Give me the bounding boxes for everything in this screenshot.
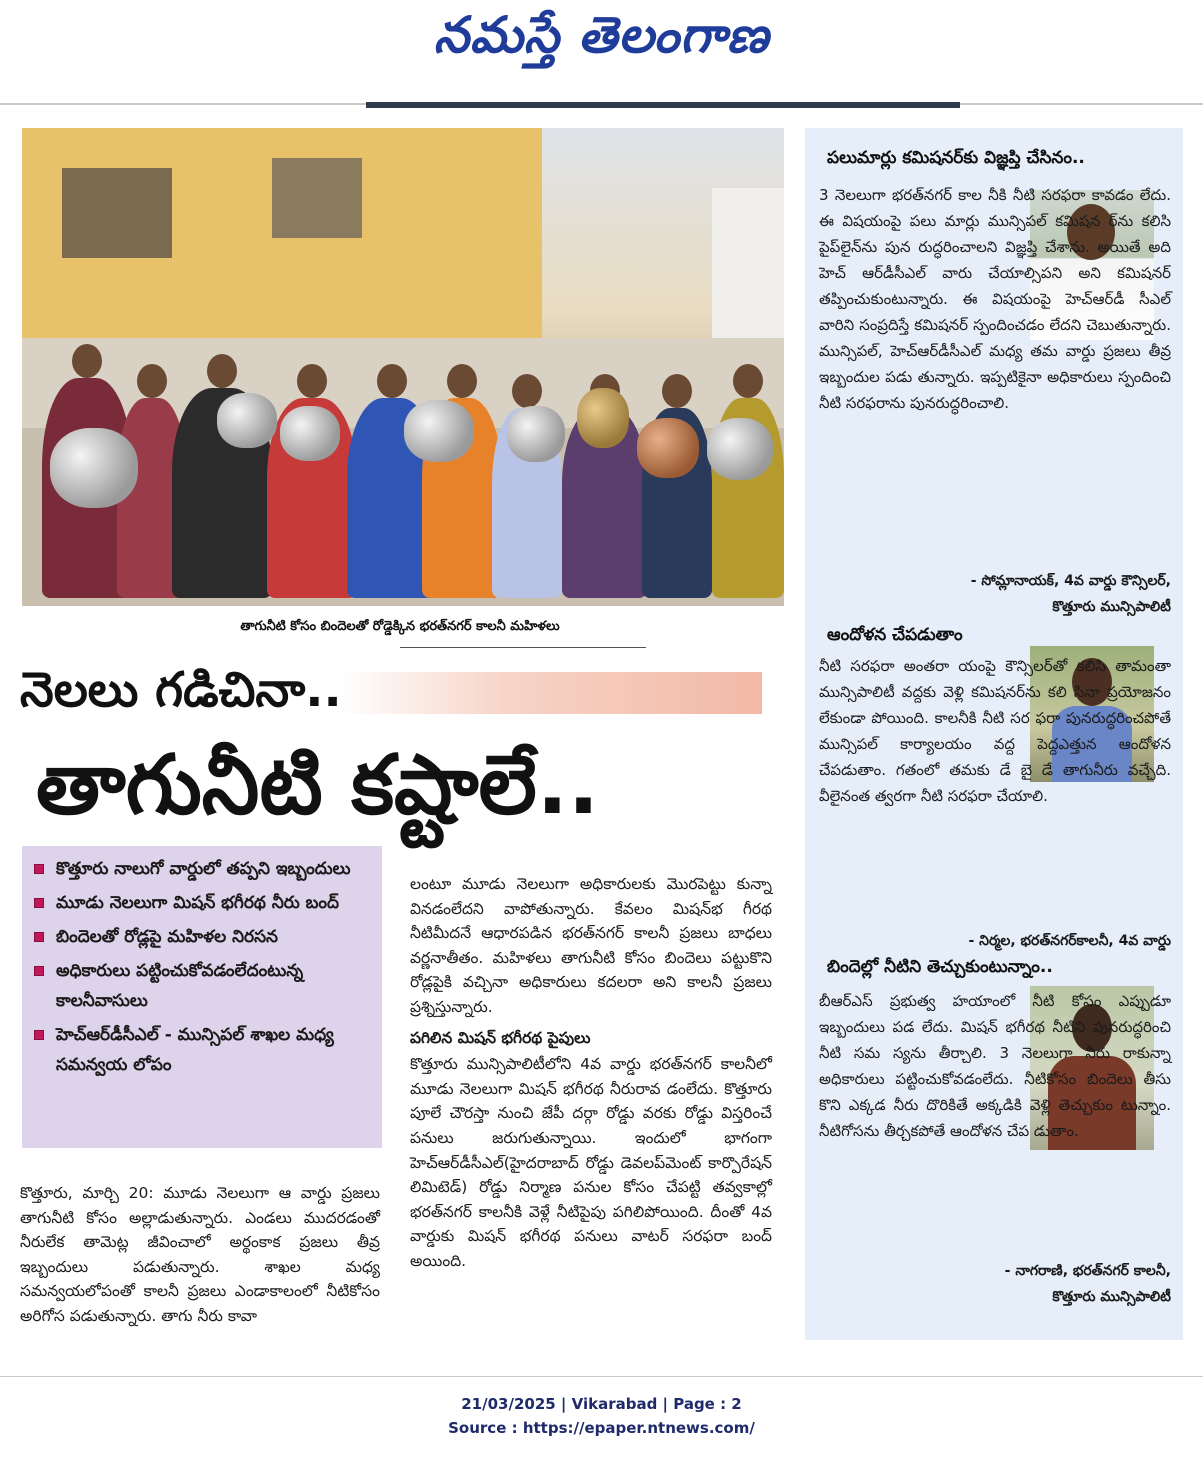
steel-pot [507, 406, 565, 462]
highlight-item: హెచ్ఆర్‌డీసీఎల్ - మున్సిపల్ శాఖల మధ్య సమన్వయ లోపం [32, 1020, 374, 1080]
highlight-item: మూడు నెలలుగా మిషన్ భగీరథ నీరు బంద్ [32, 888, 374, 918]
bullet-icon [34, 898, 44, 908]
headline-kicker: నెలలు గడిచినా.. [20, 662, 342, 718]
brass-pot [577, 388, 629, 448]
steel-pot [404, 400, 474, 462]
sidebar-title-councillor: పలుమార్లు కమిషనర్‌కు విజ్ఞప్తి చేసినం.. [827, 148, 1085, 168]
bullet-icon [34, 966, 44, 976]
masthead-accent-rule [366, 102, 960, 108]
highlight-item: కొత్తూరు నాలుగో వార్డులో తప్పని ఇబ్బందులు [32, 854, 374, 884]
caption-rule [400, 647, 646, 648]
footer-edition-info: 21/03/2025 | Vikarabad | Page : 2 [461, 1395, 742, 1413]
highlight-item: అధికారులు పట్టించుకోవడంలేదంటున్న కాలనీవాసులు [32, 956, 374, 1016]
footer-rule [0, 1376, 1203, 1377]
headline-main: తాగునీటి కష్టాలే.. [36, 738, 600, 833]
article-paragraph: కొత్తూరు మున్సిపాలిటీలోని 4వ వార్డు భరత్‌నగర్ కాలనీలో మూడు నెలలుగా మిషన్ భగీరథ నీరురావ డంలేదు. కొత్తూరు పూలే చౌరస్తా నుంచి జేపీ దర్గా రోడ్డు వరకు రోడ్డు విస్తరించే పనులు జరుగుతున్నాయి. ఇందులో భాగంగా హెచ్ఆర్‌డీసీఎల్(హైదరాబాద్ రోడ్డు డెవలప్‌మెంట్ కార్పొరేషన్ లిమిటెడ్) రోడ్డు నిర్మాణ పనుల కోసం చేపట్టి తవ్వకాల్లో భరత్‌నగర్ కాలనీకి వెళ్లే నీటిపైపు పగిలిపోయింది. దీంతో 4వ వార్డుకు మిషన్ భగీరథ పనులు వాటర్ సరఫరా బంద్ అయింది. [410, 1055, 772, 1270]
highlight-item: బిందెలతో రోడ్లపై మహిళల నిరసన [32, 922, 374, 952]
steel-pot [217, 393, 277, 448]
sidebar-quote-nirmala: నీటి సరఫరా అంతరా యంపై కౌన్సిలర్‌తో కలిసి తామంతా మున్సిపాలిటీ వద్దకు వెళ్లి కమిషనర్‌ను కలి సినా ప్రయోజనం లేకుండా పోయింది. కాలనీకి నీటి సర ఫరా పునరుద్ధరించపోతే మున్సిపల్ కార్యాలయం వద్ద పెద్దఎత్తున ఆందోళన చేపడుతాం. గతంలో తమకు డే బై డే తాగునీరు వచ్చేది. వీలైనంత త్వరగా నీటి సరఫరా చేయాలి. [819, 657, 1171, 805]
steel-pot [280, 406, 340, 461]
bullet-icon [34, 1030, 44, 1040]
news-photo-women-with-pots [22, 128, 784, 606]
sidebar-sign-nagarani: - నాగరాణి, భరత్‌నగర్ కాలనీ, కొత్తూరు మున్సిపాలిటీ [1004, 1263, 1171, 1305]
bullet-icon [34, 864, 44, 874]
article-paragraph: లంటూ మూడు నెలలుగా అధికారులకు మొరపెట్టు కున్నా వినడంలేదని వాపోతున్నారు. కేవలం మిషన్‌భ గీరథ నీటిమీదనే ఆధారపడిన భరత్‌నగర్ కాలనీ ప్రజలు బాధలు వర్ణనాతీతం. మహిళలు తాగునీటి కోసం బిందెలు పట్టుకొని రోడ్లపైకి వచ్చినా అధికారులు కదలరా అని కాలనీ ప్రజలు ప్రశ్నిస్తున్నారు. [410, 875, 772, 1016]
sidebar-title-pots: బిందెల్లో నీటిని తెచ్చుకుంటున్నాం.. [827, 957, 1053, 977]
photo-caption: తాగునీటి కోసం బిందెలతో రోడ్డెక్కిన భరత్‌నగర్ కాలనీ మహిళలు [240, 619, 560, 634]
steel-pot [707, 418, 773, 480]
article-subhead: పగిలిన మిషన్ భగీరథ పైపులు [410, 1028, 591, 1047]
highlights-box [22, 846, 382, 1148]
headline-highlight [340, 672, 762, 714]
bullet-icon [34, 932, 44, 942]
footer-source: Source : https://epaper.ntnews.com/ [448, 1419, 755, 1437]
sidebar-sign-councillor: - సోమ్లానాయక్, 4వ వార్డు కౌన్సిలర్, కొత్తూరు మున్సిపాలిటీ [970, 573, 1171, 615]
article-column-1: కొత్తూరు, మార్చి 20: మూడు నెలలుగా ఆ వార్డు ప్రజలు తాగునీటి కోసం అల్లాడుతున్నారు. ఎండలు ముదరడంతో నీరులేక తామెట్ల జీవించాలో అర్థంకాక ప్రజలు తీవ్ర ఇబ్బందులు పడుతున్నారు. శాఖల మధ్య సమన్వయలోపంతో కాలనీ ప్రజలు ఎండాకాలంలో నీటికోసం అరిగోస పడుతున్నారు. తాగు నీరు కావా [20, 1184, 380, 1325]
masthead [0, 0, 1203, 100]
sidebar-quote-nagarani: బీఆర్ఎస్ ప్రభుత్వ హయాంలో నీటి కోసం ఎప్పుడూ ఇబ్బందులు పడ లేదు. మిషన్ భగీరథ నీటిని పునరుద్ధరించి నీటి సమ స్యను తీర్చాలి. 3 నెలలుగా నీరు రాకున్నా అధికారులు పట్టించుకోవడంలేదు. నీటికోసం బిందెలు తీసు కొని ఎక్కడ నీరు దొరికితే అక్కడికి వెళ్లి తెచ్చుకుం టున్నాం. నీటిగోసను తీర్చకపోతే ఆందోళన చేప డుతాం. [819, 992, 1171, 1140]
quotes-sidebar [805, 128, 1183, 1340]
article-column-2 [410, 872, 772, 1274]
newspaper-title: నమస్తే తెలంగాణ [433, 6, 770, 64]
sidebar-quote-councillor: 3 నెలలుగా భరత్‌నగర్ కాల నీకి నీటి సరఫరా కావడం లేదు. ఈ విషయంపై పలు మార్లు మున్సిపల్ కమిషన ర్‌ను కలిసి పైప్‌లైన్‌ను పున రుద్ధరించాలని విజ్ఞప్తి చేశాను. అయితే అది హెచ్ ఆర్‌డీసీఎల్ వారు చేయాల్సిపని అని కమిషనర్ తప్పించుకుంటున్నారు. ఈ విషయంపై హెచ్ఆర్‌డీ సీఎల్ వారిని సంప్రదిస్తే కమిషనర్ స్పందించడం లేదని చెబుతున్నారు. మున్సిపల్, హెచ్ఆర్‌డీసీఎల్ మధ్య తమ వార్డు ప్రజలు తీవ్ర ఇబ్బందుల పడు తున్నారు. ఇప్పటికైనా అధికారులు స్పందించి నీటి సరఫరాను పునరుద్ధరించాలి. [819, 186, 1171, 412]
copper-pot [637, 418, 699, 478]
sidebar-title-agitation: ఆందోళన చేపడుతాం [827, 625, 963, 645]
steel-pot [50, 428, 138, 508]
sidebar-sign-nirmala: - నిర్మల, భరత్‌నగర్‌కాలనీ, 4వ వార్డు [968, 933, 1171, 949]
